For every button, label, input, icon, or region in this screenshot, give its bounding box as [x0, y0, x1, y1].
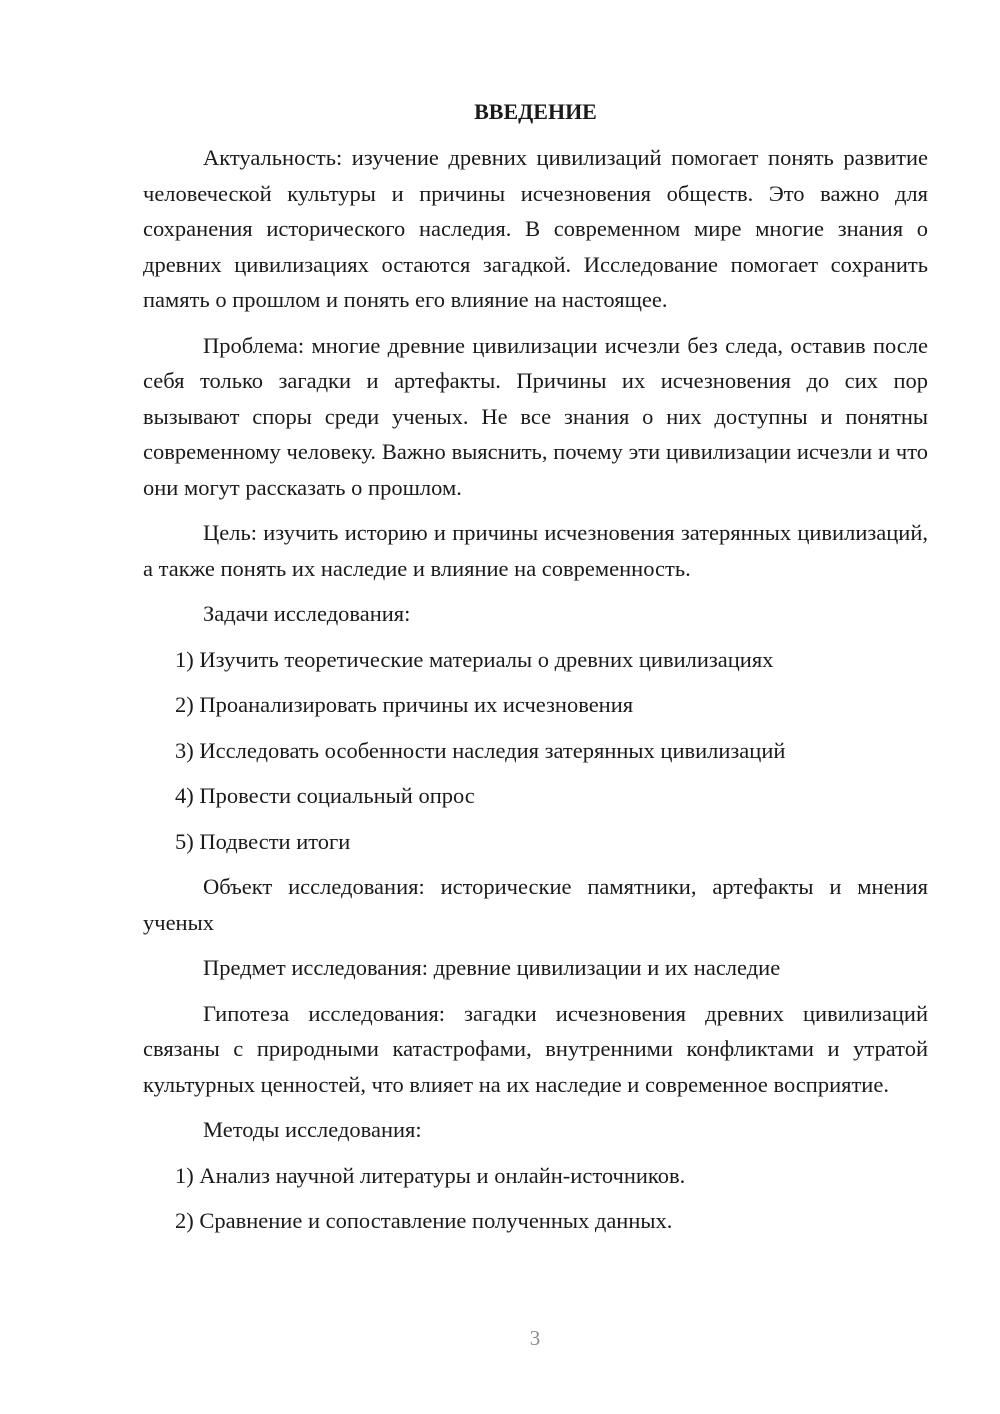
method-item: 1) Анализ научной литературы и онлайн-источников. [175, 1162, 686, 1188]
page-content [143, 94, 928, 1249]
methods-list [143, 1158, 928, 1239]
relevance-paragraph: Актуальность: изучение древних цивилизаций помогает понять развитие человеческой культуры и причины исчезновения обществ. Это важно для сохранения исторического наследия. В современном мире многие знания о древних цивилизациях остаются загадкой. Исследование помогает сохранить память о прошлом и понять его влияние на настоящее. [143, 145, 928, 312]
task-item: 4) Провести социальный опрос [175, 783, 475, 808]
method-item: 2) Сравнение и сопоставление полученных данных. [175, 1208, 673, 1233]
task-item: 5) Подвести итоги [175, 828, 351, 854]
tasks-list [143, 642, 928, 860]
object-paragraph: Объект исследования: исторические памятники, артефакты и мнения ученых [143, 874, 928, 935]
methods-heading: Методы исследования: [203, 1117, 422, 1142]
tasks-heading: Задачи исследования: [203, 601, 411, 626]
subject-paragraph: Предмет исследования: древние цивилизации и их наследие [203, 955, 781, 980]
task-item: 3) Исследовать особенности наследия затерянных цивилизаций [175, 737, 786, 763]
hypothesis-paragraph: Гипотеза исследования: загадки исчезновения древних цивилизаций связаны с природными катастрофами, внутренними конфликтами и утратой культурных ценностей, что влияет на их наследие и современное восприятие. [143, 1000, 928, 1097]
task-item: 1) Изучить теоретические материалы о древних цивилизациях [175, 646, 774, 672]
goal-paragraph: Цель: изучить историю и причины исчезновения затерянных цивилизаций, а также понять их наследие и влияние на современность. [143, 520, 928, 581]
page-number: 3 [529, 1326, 541, 1350]
page-title: ВВЕДЕНИЕ [474, 99, 597, 124]
task-item: 2) Проанализировать причины их исчезновения [175, 692, 634, 717]
problem-paragraph: Проблема: многие древние цивилизации исчезли без следа, оставив после себя только загадки и артефакты. Причины их исчезновения до сих пор вызывают споры среди ученых. Не все знания о них доступны и понятны современному человеку. Важно выяснить, почему эти цивилизации исчезли и что они могут рассказать о прошлом. [143, 332, 928, 500]
